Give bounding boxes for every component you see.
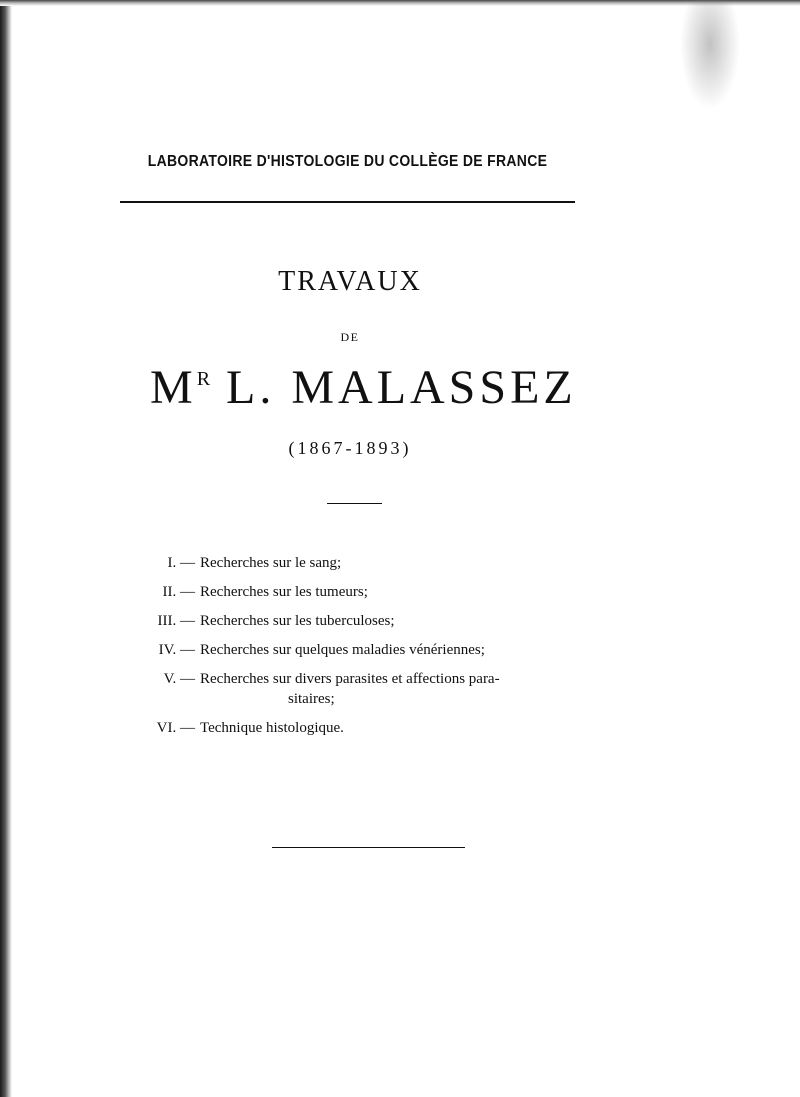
toc-item-continuation: sitaires; <box>288 691 335 707</box>
header-rule <box>120 201 575 203</box>
toc-item-text: Recherches sur le sang; <box>200 555 342 571</box>
bottom-divider <box>272 847 465 848</box>
toc-item <box>130 611 590 631</box>
toc-item-number: IV. — <box>158 642 195 658</box>
laboratory-header: LABORATOIRE D'HISTOLOGIE DU COLLÈGE DE FRANCE <box>147 150 548 170</box>
author-name <box>150 360 577 415</box>
toc-item-text-block <box>200 669 595 709</box>
toc-item <box>130 582 590 602</box>
toc-item-text: Recherches sur quelques maladies vénériennes; <box>200 642 485 658</box>
toc-item-text: Recherches sur les tumeurs; <box>200 584 368 600</box>
toc-item <box>130 640 590 660</box>
book-spine-shadow <box>0 0 12 1097</box>
author-surname: L. MALASSEZ <box>210 361 577 414</box>
author-superscript: R <box>196 368 211 390</box>
toc-item-number: I. — <box>167 555 195 571</box>
toc-item-number: III. — <box>157 613 195 629</box>
author-prefix: M <box>150 361 197 414</box>
toc-item <box>130 553 590 573</box>
toc-item-number: V. — <box>163 671 195 687</box>
toc-item-text: Technique histologique. <box>200 720 344 736</box>
toc-item <box>130 669 590 709</box>
page-title: TRAVAUX <box>278 266 422 297</box>
title-preposition: DE <box>340 330 360 344</box>
toc-item-text: Recherches sur divers parasites et affections para- <box>200 671 500 687</box>
toc-item-number: II. — <box>162 584 195 600</box>
toc-item <box>130 718 590 738</box>
date-range: (1867-1893) <box>288 438 412 458</box>
short-divider <box>327 503 382 504</box>
table-of-contents <box>130 553 590 747</box>
toc-item-number: VI. — <box>156 720 195 736</box>
toc-item-text: Recherches sur les tuberculoses; <box>200 613 395 629</box>
page-smudge <box>680 0 740 110</box>
